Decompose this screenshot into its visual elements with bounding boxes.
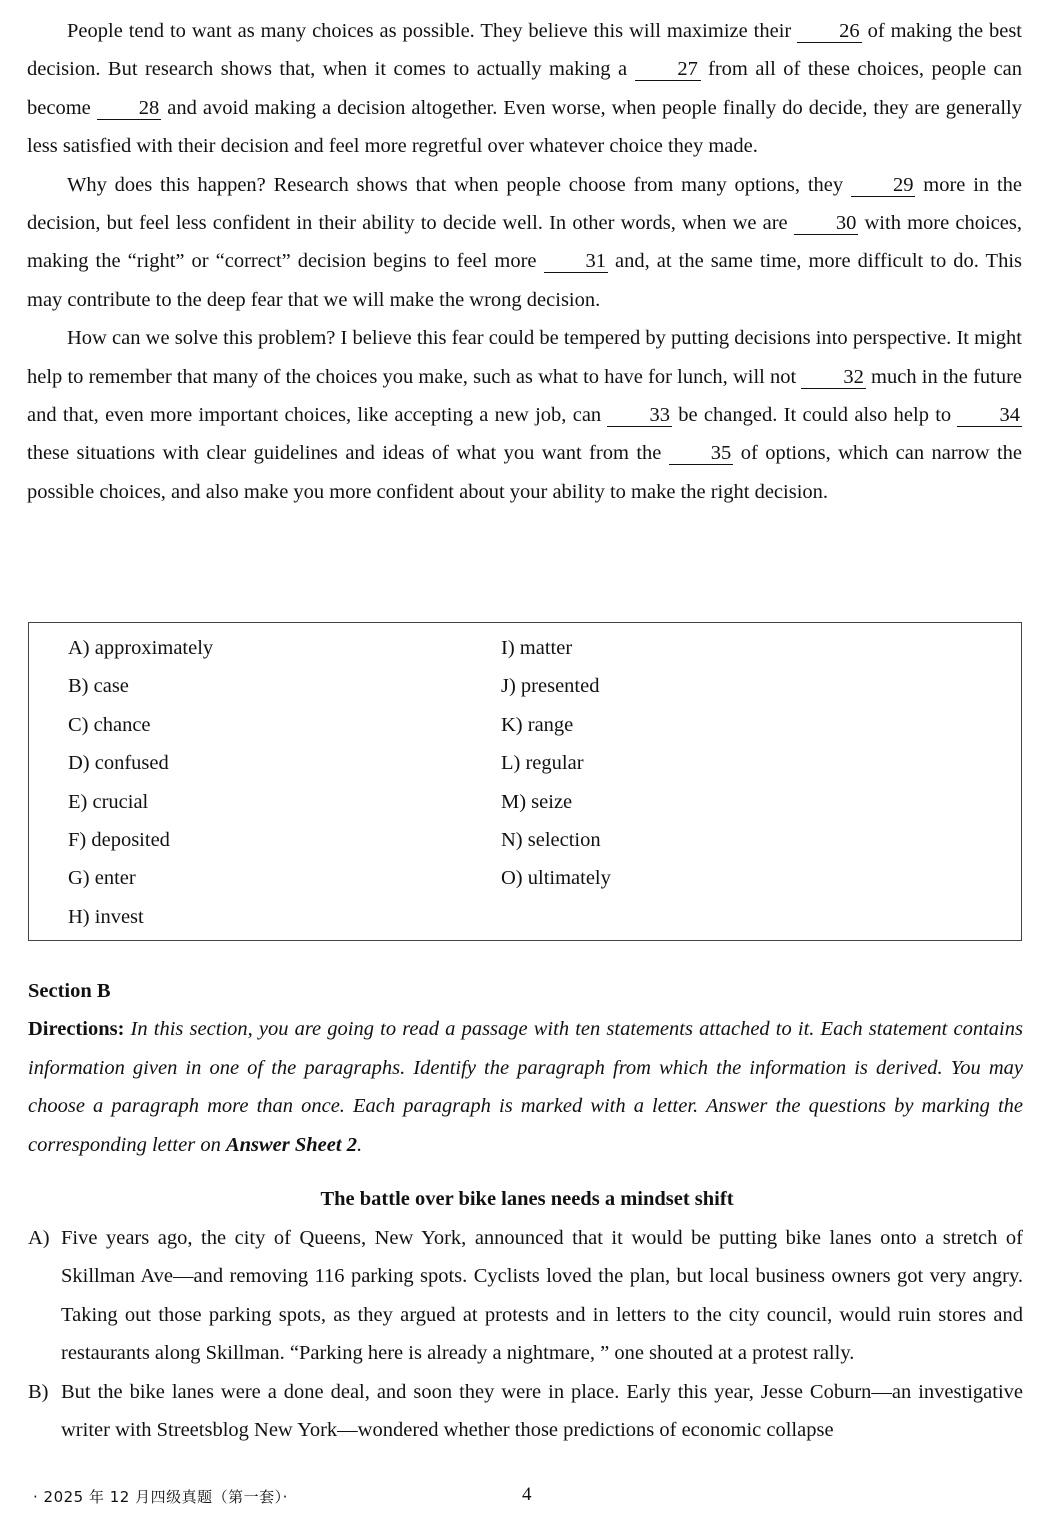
blank-27: 27 [635,58,701,81]
directions-end: . [356,1133,363,1156]
blank-32: 32 [801,366,866,389]
word-option: C) chance [68,713,151,736]
passage-text: People tend to want as many choices as possible. They believe this will maximize their [67,20,798,42]
article-paragraph [28,1373,1023,1450]
word-option: K) range [501,713,574,736]
passage-paragraph [27,319,1022,511]
word-option: G) enter [68,867,136,890]
passage-text: much in the future and that, even more important choices, like accepting a new job, can [27,365,1023,427]
directions-label: Directions: [28,1018,125,1040]
passage-text: of options, which can narrow the possible choices, and also make you more confident about your ability to make the right decision. [27,442,1023,503]
word-bank-right-column [501,629,611,898]
blank-33: 33 [607,404,672,427]
word-option: I) matter [501,637,573,659]
article-body [28,1219,1023,1449]
word-bank-left-column [68,629,213,936]
directions [28,1010,1023,1164]
passage-text: Why does this happen? Research shows that when people choose from many options, they [67,173,851,196]
word-option: J) presented [501,675,600,698]
passage-paragraph [27,12,1022,166]
blank-31: 31 [544,250,609,273]
word-option: A) approximately [68,637,214,659]
answer-sheet-ref: Answer Sheet 2 [225,1133,357,1156]
passage-text: be changed. It could also help to [671,404,958,427]
passage-text: from all of these choices, people can become [27,58,1022,119]
word-option: F) deposited [68,828,170,851]
blank-28: 28 [97,97,162,120]
passage-text: with more choices, making the “right” or “correct” decision begins to feel more [27,212,1022,273]
paragraph-label: A) [28,1227,50,1249]
article-title: The battle over bike lanes needs a mindset shift [320,1188,734,1210]
paragraph-text: But the bike lanes were a done deal, and soon they were in place. Early this year, Jesse Coburn—an investigative writer with Streetsblog New York—wondered whether those predictions of economic collapse [61,1380,1023,1442]
paragraph-text: Five years ago, the city of Queens, New York, announced that it would be putting bike lanes onto a stretch of Skillman Ave—and removing 116 parking spots. Cyclists loved the plan, but local business owners got very angry. Taking out those parking spots, as they argued at protests and in letters to the city council, would ruin stores and restaurants along Skillman. “Parking here is already a nightmare, ” one shouted at a protest rally. [61,1227,1023,1365]
passage-paragraph [27,166,1022,320]
passage-text: and, at the same time, more difficult to do. This may contribute to the deep fear that we will make the wrong decision. [27,250,1022,311]
word-option: D) confused [68,752,169,775]
blank-29: 29 [851,174,916,197]
footer-source: · 2025 年 12 月四级真题（第一套）· [33,1488,288,1506]
word-option: M) seize [501,790,573,813]
passage-text: and avoid making a decision altogether. Even worse, when people finally do decide, they are generally less satisfied with their decision and feel more regretful over whatever choice they made. [27,96,1022,158]
directions-text: In this section, you are going to read a passage with ten statements attached to it. Each statement contains information given in one of the paragraphs. Identify the paragraph from which the information is derived. You may choose a paragraph more than once. Each paragraph is marked with a letter. Answer the questions by marking the corresponding letter on [28,1018,1023,1156]
paragraph-label: B) [28,1380,49,1403]
word-option: O) ultimately [501,867,611,890]
section-a-passage [27,12,1022,511]
word-bank-box [28,622,1022,941]
article-paragraph [28,1219,1023,1373]
word-option: E) crucial [68,790,149,813]
passage-text: of making the best decision. But research shows that, when it comes to actually making a [27,20,1023,81]
blank-26: 26 [797,20,862,43]
blank-30: 30 [794,212,859,235]
word-option: L) regular [501,752,584,775]
word-option: N) selection [501,828,601,851]
passage-text: these situations with clear guidelines and ideas of what you want from the [27,442,669,465]
passage-text: more in the decision, but feel less confident in their ability to decide well. In other words, when we are [27,173,1022,235]
word-option: B) case [68,675,129,698]
blank-34: 34 [957,404,1022,427]
passage-text: How can we solve this problem? I believe this fear could be tempered by putting decisions into perspective. It might help to remember that many of the choices you make, such as what to have for lunch, will not [27,327,1022,388]
word-option: H) invest [68,905,144,928]
section-b-title: Section B [28,980,111,1002]
page-number: 4 [522,1484,532,1505]
blank-35: 35 [669,442,734,465]
